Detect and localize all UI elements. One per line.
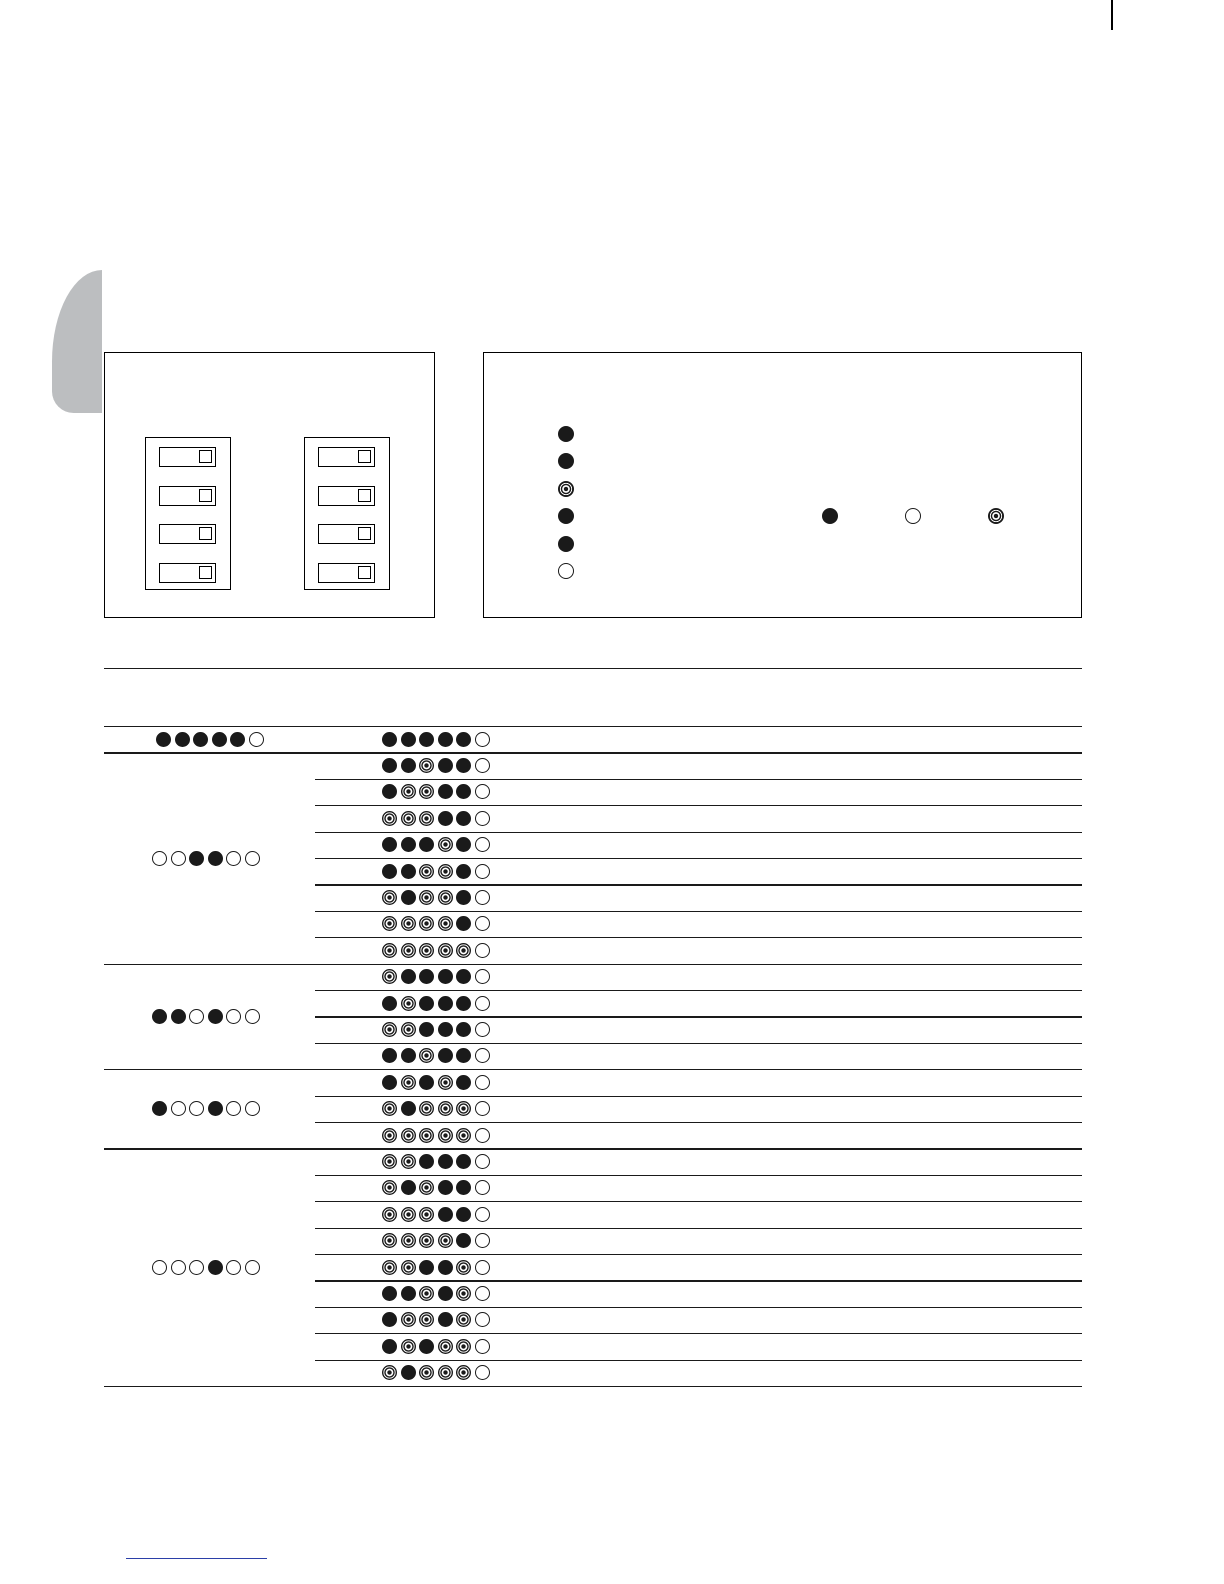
led-on-icon [152, 1009, 167, 1024]
table-row-rule [315, 832, 1082, 833]
led-on-icon [438, 758, 453, 773]
led-pattern-result [382, 1154, 494, 1169]
led-on-icon [438, 1022, 453, 1037]
led-pattern-result [382, 1286, 494, 1301]
led-pattern-result [382, 1128, 494, 1143]
dip-switch[interactable] [159, 563, 216, 583]
led-on-icon [456, 1022, 471, 1037]
led-legend-panel [483, 352, 1082, 618]
led-blink-icon [401, 1154, 416, 1169]
led-off-icon [475, 890, 490, 905]
led-off-icon [475, 1312, 490, 1327]
led-on-icon [456, 837, 471, 852]
led-blink-icon [438, 837, 453, 852]
led-blink-icon [419, 784, 434, 799]
led-on-icon [419, 1154, 434, 1169]
led-pattern-result [382, 1233, 494, 1248]
led-blink-icon [419, 1312, 434, 1327]
led-off-icon [475, 1154, 490, 1169]
led-on-icon [401, 1365, 416, 1380]
led-blink-icon [382, 943, 397, 958]
led-blink-icon [401, 996, 416, 1011]
led-on-icon [456, 811, 471, 826]
led-blink-icon [401, 1339, 416, 1354]
led-blink-icon [456, 1128, 471, 1143]
led-on-icon [401, 969, 416, 984]
dip-switch-knob[interactable] [358, 566, 371, 579]
led-blink-icon [419, 916, 434, 931]
led-blink-icon [419, 1180, 434, 1195]
table-row-rule [315, 911, 1082, 912]
dip-switch-knob[interactable] [199, 489, 212, 502]
led-on-icon [401, 1101, 416, 1116]
led-blink-icon [382, 1154, 397, 1169]
led-pattern-result [382, 890, 494, 905]
led-off-icon [475, 969, 490, 984]
led-on-icon [208, 1009, 223, 1024]
led-on-icon [456, 864, 471, 879]
table-row-rule [315, 1280, 1082, 1281]
led-on-icon [208, 851, 223, 866]
led-on-icon [193, 732, 208, 747]
footer-link-underline [126, 1558, 267, 1559]
led-blink-icon [382, 1365, 397, 1380]
led-off-icon [226, 1101, 241, 1116]
led-on-icon [456, 1154, 471, 1169]
led-on-icon [212, 732, 227, 747]
led-pattern-result [382, 1365, 494, 1380]
table-row-rule [315, 990, 1082, 991]
led-on-icon [208, 1260, 223, 1275]
led-pattern-result [382, 1075, 494, 1090]
led-on-icon [401, 732, 416, 747]
led-off-icon [475, 1022, 490, 1037]
table-row-rule [315, 1122, 1082, 1123]
led-blink-icon [419, 1286, 434, 1301]
led-off-icon [475, 811, 490, 826]
led-on-icon [822, 508, 838, 524]
led-blink-icon [401, 784, 416, 799]
led-pattern-result [382, 1260, 494, 1275]
led-pattern-group [156, 732, 268, 747]
dip-switch[interactable] [318, 563, 375, 583]
dip-switch-knob[interactable] [358, 450, 371, 463]
led-on-icon [401, 1048, 416, 1063]
led-blink-icon [382, 969, 397, 984]
dip-switch-knob[interactable] [358, 489, 371, 502]
led-off-icon [171, 1260, 186, 1275]
led-blink-icon [558, 481, 574, 497]
table-row-rule [315, 1307, 1082, 1308]
led-off-icon [475, 1207, 490, 1222]
dip-switch-block-right [304, 437, 390, 590]
led-on-icon [382, 1048, 397, 1063]
led-blink-icon [419, 758, 434, 773]
led-on-icon [438, 1312, 453, 1327]
led-off-icon [475, 1365, 490, 1380]
led-blink-icon [401, 1207, 416, 1222]
led-blink-icon [401, 943, 416, 958]
led-pattern-result [382, 1180, 494, 1195]
led-pattern-group [152, 1101, 264, 1116]
led-pattern-result [382, 758, 494, 773]
led-on-icon [438, 996, 453, 1011]
led-on-icon [438, 1154, 453, 1169]
led-on-icon [401, 864, 416, 879]
dip-switch-panel [104, 352, 435, 618]
led-on-icon [438, 1286, 453, 1301]
led-blink-icon [419, 1233, 434, 1248]
led-off-icon [249, 732, 264, 747]
led-on-icon [419, 837, 434, 852]
chapter-edge-tab [52, 270, 102, 413]
led-on-icon [456, 1075, 471, 1090]
table-row-rule [315, 937, 1082, 938]
led-blink-icon [401, 1075, 416, 1090]
table-group-rule [104, 1148, 1082, 1149]
led-on-icon [438, 1260, 453, 1275]
led-on-icon [401, 890, 416, 905]
table-row-rule [315, 858, 1082, 859]
dip-switch[interactable] [318, 447, 375, 467]
dip-switch-knob[interactable] [199, 527, 212, 540]
led-off-icon [226, 1260, 241, 1275]
led-on-icon [382, 837, 397, 852]
led-blink-icon [419, 1207, 434, 1222]
led-on-icon [456, 1233, 471, 1248]
led-blink-icon [401, 1260, 416, 1275]
led-off-icon [475, 1260, 490, 1275]
table-row-rule [315, 884, 1082, 885]
led-on-icon [401, 837, 416, 852]
led-off-icon [475, 1180, 490, 1195]
table-row-rule [315, 779, 1082, 780]
led-pattern-result [382, 1312, 494, 1327]
led-off-icon [189, 1101, 204, 1116]
led-on-icon [382, 1339, 397, 1354]
led-on-icon [456, 969, 471, 984]
led-blink-icon [401, 1022, 416, 1037]
led-blink-icon [419, 1048, 434, 1063]
led-off-icon [189, 1260, 204, 1275]
led-on-icon [438, 969, 453, 984]
led-blink-icon [419, 864, 434, 879]
led-on-icon [438, 1048, 453, 1063]
led-blink-icon [438, 1233, 453, 1248]
table-row-rule [315, 1254, 1082, 1255]
led-on-icon [456, 890, 471, 905]
led-blink-icon [438, 1101, 453, 1116]
led-on-icon [438, 1207, 453, 1222]
led-off-icon [475, 758, 490, 773]
led-off-icon [245, 1260, 260, 1275]
led-off-icon [152, 1260, 167, 1275]
led-off-icon [245, 851, 260, 866]
led-blink-icon [401, 811, 416, 826]
led-pattern-result [382, 943, 494, 958]
led-on-icon [419, 732, 434, 747]
led-off-icon [475, 1233, 490, 1248]
led-off-icon [475, 1048, 490, 1063]
dip-switch[interactable] [318, 524, 375, 544]
led-blink-icon [456, 1339, 471, 1354]
led-on-icon [208, 1101, 223, 1116]
led-off-icon [905, 508, 921, 524]
led-on-icon [558, 453, 574, 469]
led-pattern-result [382, 1339, 494, 1354]
led-pattern-result [382, 1048, 494, 1063]
led-pattern-result [382, 1101, 494, 1116]
led-blink-icon [438, 1365, 453, 1380]
table-group-rule [104, 1069, 1082, 1070]
led-blink-icon [401, 1128, 416, 1143]
led-off-icon [475, 916, 490, 931]
led-blink-icon [438, 1128, 453, 1143]
led-blink-icon [382, 1128, 397, 1143]
led-blink-icon [382, 890, 397, 905]
led-on-icon [419, 1260, 434, 1275]
led-blink-icon [988, 508, 1004, 524]
led-on-icon [558, 508, 574, 524]
table-row-rule [315, 1096, 1082, 1097]
led-off-icon [475, 1075, 490, 1090]
led-off-icon [189, 1009, 204, 1024]
led-on-icon [419, 1339, 434, 1354]
led-off-icon [475, 837, 490, 852]
led-pattern-result [382, 811, 494, 826]
led-on-icon [175, 732, 190, 747]
dip-switch[interactable] [318, 486, 375, 506]
led-blink-icon [456, 1260, 471, 1275]
led-blink-icon [382, 811, 397, 826]
led-off-icon [475, 784, 490, 799]
led-blink-icon [382, 1101, 397, 1116]
led-on-icon [189, 851, 204, 866]
led-blink-icon [438, 890, 453, 905]
led-blink-icon [438, 943, 453, 958]
led-pattern-result [382, 784, 494, 799]
dip-switch-knob[interactable] [199, 566, 212, 579]
dip-switch[interactable] [159, 524, 216, 544]
dip-switch-block-left [145, 437, 231, 590]
led-on-icon [382, 996, 397, 1011]
led-off-icon [226, 1009, 241, 1024]
led-on-icon [456, 758, 471, 773]
led-off-icon [171, 1101, 186, 1116]
led-on-icon [438, 1180, 453, 1195]
led-on-icon [456, 732, 471, 747]
top-vertical-rule [1111, 0, 1113, 30]
led-on-icon [230, 732, 245, 747]
led-blink-icon [382, 1260, 397, 1275]
led-blink-icon [438, 864, 453, 879]
led-on-icon [401, 1180, 416, 1195]
led-pattern-group [152, 1260, 264, 1275]
led-off-icon [245, 1009, 260, 1024]
led-on-icon [456, 1207, 471, 1222]
led-off-icon [558, 563, 574, 579]
led-on-icon [456, 916, 471, 931]
led-blink-icon [419, 890, 434, 905]
led-off-icon [226, 851, 241, 866]
led-off-icon [152, 851, 167, 866]
led-blink-icon [382, 1207, 397, 1222]
led-on-icon [152, 1101, 167, 1116]
table-row-rule [315, 1228, 1082, 1229]
table-group-rule [104, 1386, 1082, 1387]
led-on-icon [438, 811, 453, 826]
led-on-icon [382, 1286, 397, 1301]
led-on-icon [401, 758, 416, 773]
led-on-icon [558, 426, 574, 442]
led-on-icon [382, 758, 397, 773]
dip-switch[interactable] [159, 447, 216, 467]
led-on-icon [382, 784, 397, 799]
led-on-icon [382, 732, 397, 747]
led-on-icon [382, 1075, 397, 1090]
led-on-icon [419, 969, 434, 984]
led-pattern-result [382, 1207, 494, 1222]
led-pattern-result [382, 996, 494, 1011]
led-off-icon [475, 996, 490, 1011]
led-on-icon [456, 1048, 471, 1063]
led-off-icon [475, 864, 490, 879]
led-off-icon [475, 1128, 490, 1143]
led-pattern-group [152, 1009, 264, 1024]
table-row-rule [315, 805, 1082, 806]
led-on-icon [382, 864, 397, 879]
led-blink-icon [456, 943, 471, 958]
led-blink-icon [456, 1101, 471, 1116]
led-on-icon [401, 1286, 416, 1301]
led-on-icon [438, 732, 453, 747]
led-on-icon [419, 1022, 434, 1037]
table-row-rule [315, 1016, 1082, 1017]
led-pattern-result [382, 837, 494, 852]
table-group-rule [104, 752, 1082, 753]
table-row-rule [315, 1043, 1082, 1044]
led-on-icon [456, 1180, 471, 1195]
led-off-icon [171, 851, 186, 866]
led-pattern-result [382, 969, 494, 984]
led-blink-icon [438, 916, 453, 931]
led-on-icon [171, 1009, 186, 1024]
table-header-rule [104, 726, 1082, 727]
dip-switch-knob[interactable] [358, 527, 371, 540]
led-on-icon [419, 1075, 434, 1090]
led-blink-icon [419, 1365, 434, 1380]
led-pattern-result [382, 1022, 494, 1037]
led-on-icon [558, 536, 574, 552]
led-off-icon [245, 1101, 260, 1116]
dip-switch[interactable] [159, 486, 216, 506]
led-blink-icon [419, 811, 434, 826]
led-blink-icon [438, 1339, 453, 1354]
table-row-rule [315, 1333, 1082, 1334]
led-blink-icon [401, 1312, 416, 1327]
led-blink-icon [419, 943, 434, 958]
led-pattern-result [382, 864, 494, 879]
led-blink-icon [456, 1286, 471, 1301]
led-on-icon [382, 1312, 397, 1327]
led-off-icon [475, 1101, 490, 1116]
table-top-rule [104, 668, 1082, 669]
led-blink-icon [401, 916, 416, 931]
led-off-icon [475, 943, 490, 958]
led-blink-icon [382, 1022, 397, 1037]
led-blink-icon [382, 916, 397, 931]
table-row-rule [315, 1360, 1082, 1361]
led-pattern-group [152, 851, 264, 866]
led-blink-icon [401, 1233, 416, 1248]
led-pattern-result [382, 732, 494, 747]
table-row-rule [315, 1201, 1082, 1202]
dip-switch-knob[interactable] [199, 450, 212, 463]
led-off-icon [475, 732, 490, 747]
led-pattern-result [382, 916, 494, 931]
led-off-icon [475, 1286, 490, 1301]
led-on-icon [419, 996, 434, 1011]
led-blink-icon [419, 1128, 434, 1143]
led-on-icon [456, 784, 471, 799]
led-blink-icon [382, 1180, 397, 1195]
led-on-icon [456, 996, 471, 1011]
led-blink-icon [419, 1101, 434, 1116]
led-on-icon [156, 732, 171, 747]
led-blink-icon [456, 1365, 471, 1380]
led-blink-icon [438, 1075, 453, 1090]
led-blink-icon [382, 1233, 397, 1248]
led-off-icon [475, 1339, 490, 1354]
led-on-icon [438, 784, 453, 799]
table-row-rule [315, 1175, 1082, 1176]
table-group-rule [104, 964, 1082, 965]
led-blink-icon [456, 1312, 471, 1327]
